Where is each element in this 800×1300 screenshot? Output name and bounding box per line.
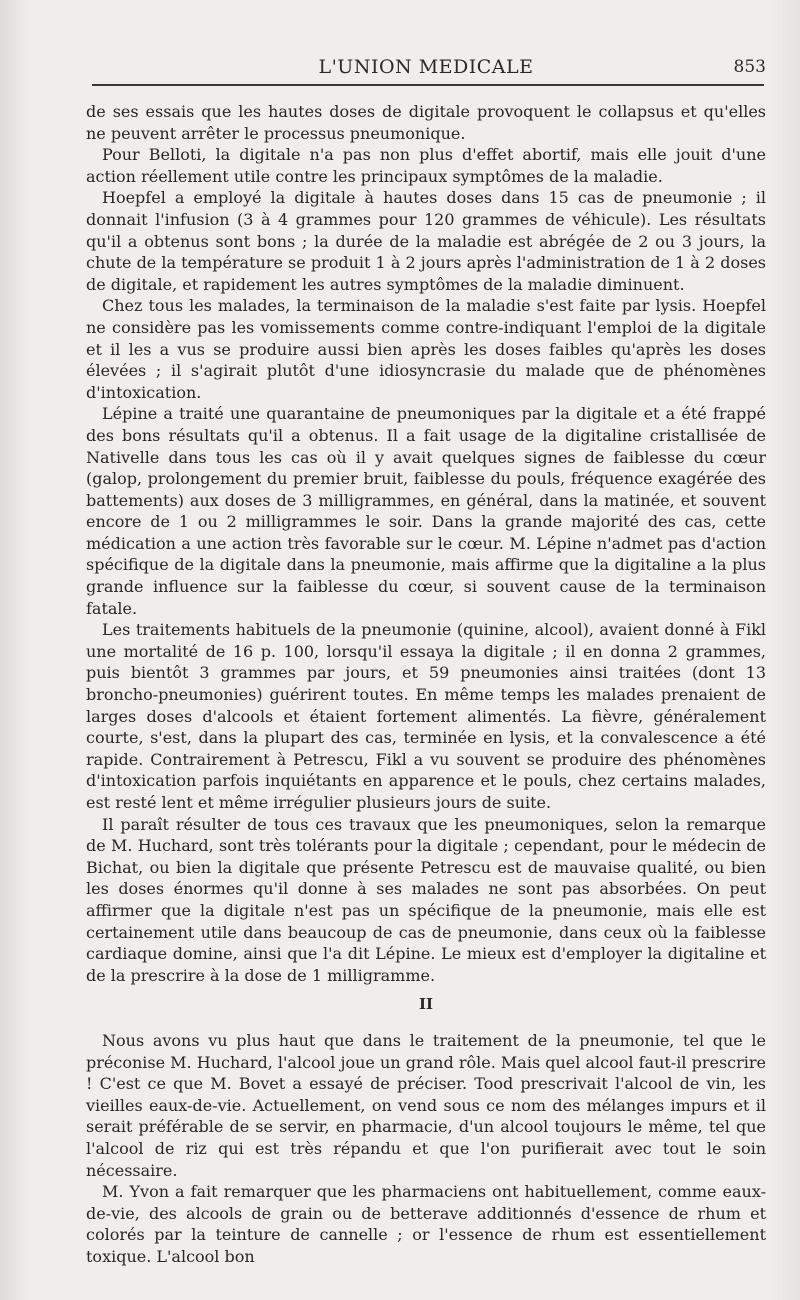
- section-number: II: [418, 995, 434, 1014]
- body-text: [86, 101, 766, 1267]
- paragraph: Nous avons vu plus haut que dans le traitement de la pneumonie, tel que le préconise M. Huchard, l'alcool joue un grand rôle. Mais quel alcool faut-il prescrire ! C'est ce que M. Bovet a essayé de préciser. Tood prescrivait l'alcool de vin, les vieilles eaux-de-vie. Actuellement, on vend sous ce nom des mélanges impurs et il serait préférable de se servir, en pharmacie, d'un alcool toujours le même, tel que l'alcool de riz qui est très répandu et que l'on purifierait avec tout le soin nécessaire.: [86, 1030, 766, 1180]
- running-title: L'UNION MEDICALE: [318, 56, 534, 78]
- page-number: 853: [733, 57, 766, 77]
- paragraph: Les traitements habituels de la pneumonie (quinine, alcool), avaient donné à Fikl une mortalité de 16 p. 100, lorsqu'il essaya la digitale ; il en donna 2 grammes, puis bientôt 3 grammes par jours, et 59 pneumonies ainsi traitées (dont 13 broncho-pneumonies) guérirent toutes. En même temps les malades prenaient de larges doses d'alcools et étaient fortement alimentés. La fièvre, généralement courte, s'est, dans la plupart des cas, terminée en lysis, et la convalescence a été rapide. Contrairement à Petrescu, Fikl a vu souvent se produire des phénomènes d'intoxication parfois inquiétants en apparence et le pouls, chez certains malades, est resté lent et même irrégulier plusieurs jours de suite.: [86, 620, 766, 812]
- header-rule: [92, 84, 764, 86]
- page-header: [86, 52, 766, 82]
- paragraph: Il paraît résulter de tous ces travaux que les pneumoniques, selon la remarque de M. Huchard, sont très tolérants pour la digitale ; cependant, pour le médecin de Bichat, ou bien la digitale que présente Petrescu est de mauvaise qualité, ou bien les doses énormes qu'il donne à ses malades ne sont pas absorbées. On peut affirmer que la digitale n'est pas un spécifique de la pneumonie, mais elle est certainement utile dans beaucoup de cas de pneumonie, dans ceux où la faiblesse cardiaque domine, ainsi que l'a dit Lépine. Le mieux est d'employer la digitaline et de la prescrire à la dose de 1 milligramme.: [86, 814, 766, 985]
- paragraph: M. Yvon a fait remarquer que les pharmaciens ont habituellement, comme eaux-de-vie, des alcools de grain ou de betterave additionnés d'essence de rhum et colorés par la teinture de cannelle ; or l'essence de rhum est essentiellement toxique. L'alcool bon: [86, 1182, 766, 1266]
- paragraph: Chez tous les malades, la terminaison de la maladie s'est faite par lysis. Hoepfel ne considère pas les vomissements comme contre-indiquant l'emploi de la digitale et il les a vus se produire aussi bien après les doses faibles qu'après les doses élevées ; il s'agirait plutôt d'une idiosyncrasie du malade que de phénomènes d'intoxication.: [86, 296, 766, 402]
- paragraph: de ses essais que les hautes doses de digitale provoquent le collapsus et qu'elles ne peuvent arrêter le processus pneumonique.: [86, 102, 766, 143]
- paragraph: Pour Belloti, la digitale n'a pas non plus d'effet abortif, mais elle jouit d'une action réellement utile contre les principaux symptômes de la maladie.: [86, 145, 766, 186]
- paragraph: Lépine a traité une quarantaine de pneumoniques par la digitale et a été frappé des bons résultats qu'il a obtenus. Il a fait usage de la digitaline cristallisée de Nativelle dans tous les cas où il y avait quelques signes de faiblesse du cœur (galop, prolongement du premier bruit, faiblesse du pouls, fréquence exagérée des battements) aux doses de 3 milligrammes, en général, dans la matinée, et souvent encore de 1 ou 2 milligrammes le soir. Dans la grande majorité des cas, cette médication a une action très favorable sur le cœur. M. Lépine n'admet pas d'action spécifique de la digitale dans la pneumonie, mais affirme que la digitaline a la plus grande influence sur la faiblesse du cœur, si souvent cause de la terminaison fatale.: [86, 404, 766, 618]
- paragraph: Hoepfel a employé la digitale à hautes doses dans 15 cas de pneumonie ; il donnait l'infusion (3 à 4 grammes pour 120 grammes de véhicule). Les résultats qu'il a obtenus sont bons ; la durée de la maladie est abrégée de 2 ou 3 jours, la chute de la température se produit 1 à 2 jours après l'administration de 1 à 2 doses de digitale, et rapidement les autres symptômes de la maladie diminuent.: [86, 188, 766, 294]
